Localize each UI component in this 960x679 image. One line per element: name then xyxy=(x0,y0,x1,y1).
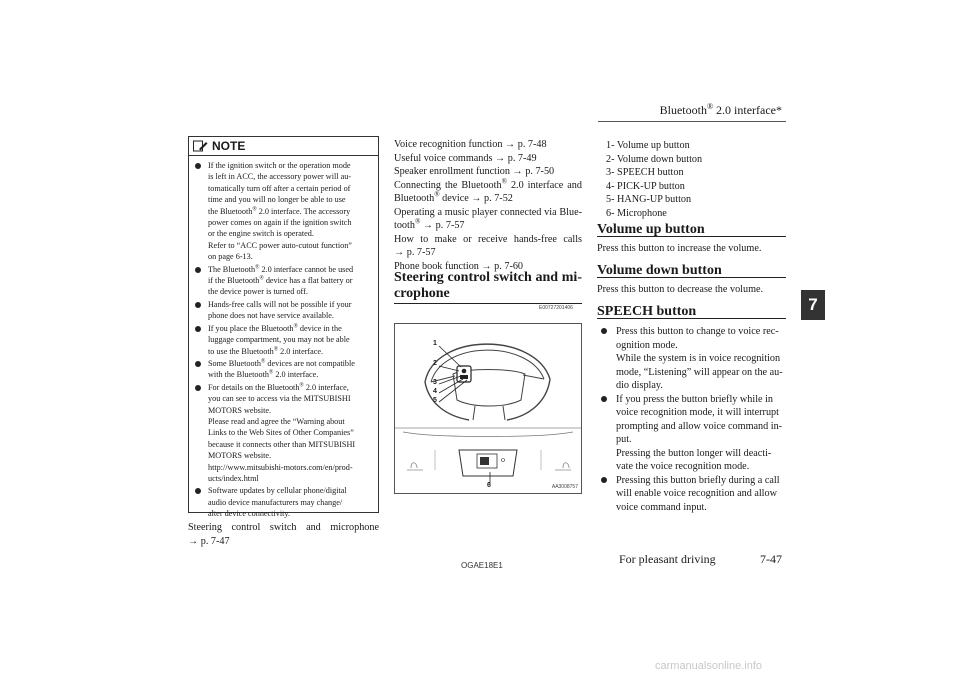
note-item xyxy=(195,160,373,263)
speech-line: mode, “Listening” will appear on the au- xyxy=(616,366,783,378)
speech-line: If you press the button briefly while in xyxy=(616,393,774,405)
cross-reference-list xyxy=(394,138,582,273)
note-line: MOTORS website. xyxy=(208,451,272,461)
cross-reference: Operating a music player connected via Blue- xyxy=(394,206,582,218)
speech-bullets xyxy=(597,325,786,514)
volume-down-rule xyxy=(597,277,786,278)
speech-line: While the system is in voice recognition xyxy=(616,353,781,364)
speech-line: will enable voice recognition and allow xyxy=(616,488,777,499)
bullet-icon xyxy=(195,267,201,273)
steering-wheel-drawing xyxy=(395,324,581,493)
volume-up-title: Volume up button xyxy=(597,222,705,237)
speech-line: Pressing the button longer will deacti- xyxy=(616,447,772,459)
cross-reference: tooth® → p. 7-57 xyxy=(394,217,465,231)
left-reference xyxy=(188,521,379,548)
note-box xyxy=(188,136,379,519)
speech-line: voice command input. xyxy=(616,501,707,513)
speech-line: prompting and allow voice command in- xyxy=(616,420,783,432)
note-line: audio device manufacturers may change/ xyxy=(208,497,343,507)
bullet-icon xyxy=(195,488,201,494)
running-header: Bluetooth® 2.0 interface* xyxy=(659,102,782,117)
callout-6: 6 xyxy=(487,482,491,489)
note-line: the Bluetooth® 2.0 interface. The accessory xyxy=(208,205,351,216)
note-line: power comes on again if the ignition switch xyxy=(208,218,352,228)
bullet-icon xyxy=(195,302,201,308)
speech-line: vate the voice recognition mode. xyxy=(616,461,750,472)
note-line: If you place the Bluetooth® device in the xyxy=(208,322,342,333)
note-item xyxy=(195,485,373,519)
speech-item xyxy=(597,474,786,515)
note-line: phone does not have service available. xyxy=(208,311,334,321)
cross-reference: Bluetooth® device → p. 7-52 xyxy=(394,190,513,204)
note-line: luggage compartment, you may not be able xyxy=(208,335,350,345)
callout-2: 2 xyxy=(433,360,437,367)
watermark: carmanualsonline.info xyxy=(655,660,763,672)
note-title: NOTE xyxy=(212,139,246,153)
speech-item xyxy=(597,393,786,474)
note-header xyxy=(189,137,378,156)
note-item xyxy=(195,358,373,381)
speech-line: dio display. xyxy=(616,380,663,391)
cross-reference: Connecting the Bluetooth® 2.0 interface and xyxy=(394,177,582,191)
volume-down-body: Press this button to decrease the volume. xyxy=(597,284,764,295)
speech-line: voice recognition mode, it will interrupt xyxy=(616,407,779,418)
note-line: The Bluetooth® 2.0 interface cannot be used xyxy=(208,263,354,274)
bullet-icon xyxy=(601,477,607,483)
note-line: the device power is turned off. xyxy=(208,287,308,297)
header-rule xyxy=(598,121,786,122)
part-item: 5- HANG-UP button xyxy=(606,194,692,205)
note-line: ucts/index.html xyxy=(208,473,259,483)
note-pencil-icon xyxy=(193,140,208,152)
note-line: with the Bluetooth® 2.0 interface. xyxy=(208,369,319,380)
part-item: 3- SPEECH button xyxy=(606,167,684,178)
left-reference-line: Steering control switch and microphone xyxy=(188,522,379,533)
callout-3: 3 xyxy=(433,379,437,386)
bullet-icon xyxy=(195,361,201,367)
bullet-icon xyxy=(195,326,201,332)
speech-line: put. xyxy=(616,434,632,445)
callout-1: 1 xyxy=(433,340,437,347)
note-line: because it connects other than MITSUBISHI xyxy=(208,439,356,449)
note-line: Some Bluetooth® devices are not compatible xyxy=(208,358,355,368)
note-line: alter device connectivity. xyxy=(208,509,290,519)
cross-reference: Useful voice commands → p. 7-49 xyxy=(394,152,537,164)
note-line: is left in ACC, the accessory power will au- xyxy=(208,172,352,182)
note-line: time and you will no longer be able to use xyxy=(208,195,346,205)
note-line: on page 6-13. xyxy=(208,252,253,262)
note-list xyxy=(189,156,378,520)
speech-title: SPEECH button xyxy=(597,304,697,319)
cross-reference: How to make or receive hands-free calls xyxy=(394,233,582,245)
illustration-code: AA3008757 xyxy=(551,484,578,490)
part-item: 6- Microphone xyxy=(606,207,667,219)
callout-4: 4 xyxy=(433,388,437,395)
speech-item xyxy=(597,325,786,393)
note-line: Refer to “ACC power auto-cutout function” xyxy=(208,240,352,250)
steering-section-title: Steering control switch and mi- crophone xyxy=(394,270,582,301)
speech-line: ognition mode. xyxy=(616,339,678,351)
volume-down-title: Volume down button xyxy=(597,263,722,278)
bullet-icon xyxy=(195,163,201,169)
section-code: E00727201406 xyxy=(539,305,573,311)
note-line: or the engine switch is operated. xyxy=(208,229,314,239)
speech-line: Press this button to change to voice rec- xyxy=(616,326,779,337)
note-line: http://www.mitsubishi-motors.com/en/prod- xyxy=(208,462,353,472)
speech-body xyxy=(597,325,786,514)
note-line: you can see to access via the MITSUBISHI xyxy=(208,394,351,404)
chapter-tab: 7 xyxy=(801,290,825,320)
volume-up-body: Press this button to increase the volume. xyxy=(597,243,762,254)
cross-reference: → p. 7-57 xyxy=(394,247,436,258)
steering-illustration xyxy=(394,323,582,494)
parts-list xyxy=(606,139,786,220)
bullet-icon xyxy=(601,396,607,402)
part-item: 2- Volume down button xyxy=(606,153,703,165)
note-item xyxy=(195,323,373,357)
note-line: Software updates by cellular phone/digital xyxy=(208,486,347,496)
speech-rule xyxy=(597,318,786,319)
bullet-icon xyxy=(195,385,201,391)
note-line: Hands-free calls will not be possible if your xyxy=(208,299,352,309)
callout-5: 5 xyxy=(433,397,437,404)
footer-code: OGAE18E1 xyxy=(461,561,503,570)
left-reference-page: → p. 7-47 xyxy=(188,535,230,547)
bullet-icon xyxy=(601,328,607,334)
cross-reference: Voice recognition function → p. 7-48 xyxy=(394,139,547,150)
note-line: tomatically turn off after a certain period of xyxy=(208,183,351,193)
note-item xyxy=(195,299,373,322)
note-item xyxy=(195,382,373,485)
note-line: to use the Bluetooth® 2.0 interface. xyxy=(208,345,324,356)
part-item: 4- PICK-UP button xyxy=(606,180,685,192)
footer-section: For pleasant driving xyxy=(619,552,716,566)
note-line: if the Bluetooth® device has a flat battery or xyxy=(208,275,353,286)
note-line: Please read and agree the “Warning about xyxy=(208,416,345,426)
cross-reference: Speaker enrollment function → p. 7-50 xyxy=(394,166,555,177)
footer-page-number: 7-47 xyxy=(760,552,782,566)
volume-up-rule xyxy=(597,236,786,237)
cross-reference: Phone book function → p. 7-60 xyxy=(394,260,524,272)
part-item: 1- Volume up button xyxy=(606,140,690,151)
section-rule xyxy=(394,303,582,304)
note-line: If the ignition switch or the operation mode xyxy=(208,161,351,170)
note-line: MOTORS website. xyxy=(208,405,272,415)
speech-line: Pressing this button briefly during a call xyxy=(616,474,780,486)
note-line: For details on the Bluetooth® 2.0 interface, xyxy=(208,381,349,392)
note-line: Links to the Web Sites of Other Companies” xyxy=(208,428,354,438)
note-item xyxy=(195,264,373,298)
